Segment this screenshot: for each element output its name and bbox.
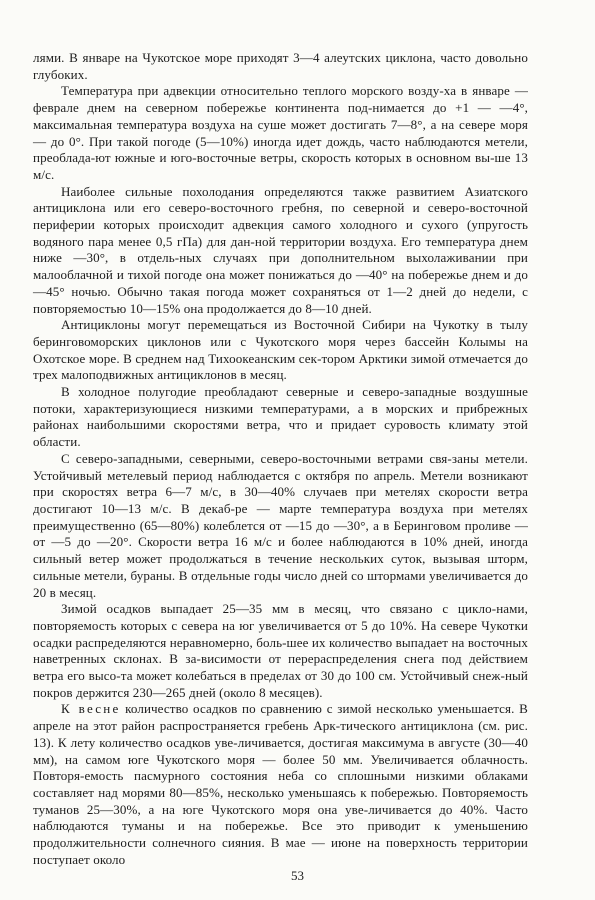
paragraph: Антициклоны могут перемещаться из Восточной Сибири на Чукотку в тылу беринговоморских циклонов или с Чукотского моря через бассейн Колымы на Охотское море. В среднем над Тихоокеанским сек-тором Арктики зимой отмечается до трех малоподвижных антициклонов в месяц. [33, 317, 528, 383]
paragraph: Наиболее сильные похолодания определяются также развитием Азиатского антициклона или его северо-восточного гребня, по северной и северо-восточной периферии которых происходит адвекция самого холодного и сухого (упругость водяного пара менее 0,5 гПа) для дан-ной территории воздуха. Его температура днем ниже —30°, в отдель-ных случаях при дополнительном выхолаживании при малооблачной и тихой погоде она может понижаться до —40° на побережье днем и до —45° ночью. Обычно такая погода может сохраняться от 1—2 дней до недели, с повторяемостью 10—15% она продолжается до 8—10 дней. [33, 183, 528, 316]
body-text [33, 50, 528, 868]
spaced-lead-phrase: К весне [61, 701, 121, 717]
paragraph [33, 701, 528, 868]
paragraph: Температура при адвекции относительно теплого морского возду-ха в январе — феврале днем на северном побережье континента под-нимается до +1 — —4°, максимальная температура воздуха на суше может достигать 7—8°, а на севере моря — до 0°. При такой погоде (5—10%) иногда идет дождь, часто наблюдаются метели, преоблада-ют южные и юго-восточные ветры, скорость которых в основном вы-ше 13 м/с. [33, 83, 528, 182]
page-number: 53 [291, 868, 304, 883]
paragraph: лями. В январе на Чукотское море приходят 3—4 алеутских циклона, часто довольно глубоких. [33, 50, 528, 82]
paragraph-text: количество осадков по сравнению с зимой несколько уменьшается. В апреле на этот район распространяется гребень Арк-тического антициклона (см. рис. 13). К лету количество осадков уве-личивается, достигая максимума в августе (30—40 мм), на самом юге Чукотского моря — более 50 мм. Увеличивается облачность. Повторя-емость пасмурного состояния неба со сплошными низкими облаками составляет над морями 80—85%, несколько уменьшаясь к побережью. Повторяемость туманов 25—30%, а на юге Чукотского моря она уве-личивается до 40%. Часто наблюдаются туманы и на побережье. Все это приводит к уменьшению продолжительности солнечного сияния. В мае — июне на поверхность территории поступает около [33, 701, 528, 867]
paragraph: В холодное полугодие преобладают северные и северо-западные воздушные потоки, характеризующиеся низкими температурами, а в морских и прибрежных районах наибольшими скоростями ветра, что и придает суровость климату этой области. [33, 384, 528, 450]
paragraph: С северо-западными, северными, северо-восточными ветрами свя-заны метели. Устойчивый метелевый период наблюдается с октября по апрель. Метели возникают при скоростях ветра 6—7 м/с, в 30—40% случаев при метелях скорости ветра достигают 10—13 м/с. В декаб-ре — марте температура воздуха при метелях преимущественно (65—80%) колеблется от —15 до —30°, а в Беринговом проливе — от —5 до —20°. Скорости ветра 16 м/с и более наблюдаются в 10% дней, иногда сильный ветер может продолжаться в течение нескольких суток, вызывая шторм, сильные метели, бураны. В отдельные годы число дней со штормами увеличивается до 20 в месяц. [33, 450, 528, 600]
paragraph: Зимой осадков выпадает 25—35 мм в месяц, что связано с цикло-нами, повторяемость которых с севера на юг увеличивается от 5 до 10%. На севере Чукотки осадки распределяются неравномерно, боль-шее их количество выпадает на восточных наветренных склонах. В за-висимости от перераспределения снега под действием ветра его высо-та может колебаться в пределах от 30 до 100 см. Устойчивый снеж-ный покров держится 230—265 дней (около 8 месяцев). [33, 601, 528, 700]
